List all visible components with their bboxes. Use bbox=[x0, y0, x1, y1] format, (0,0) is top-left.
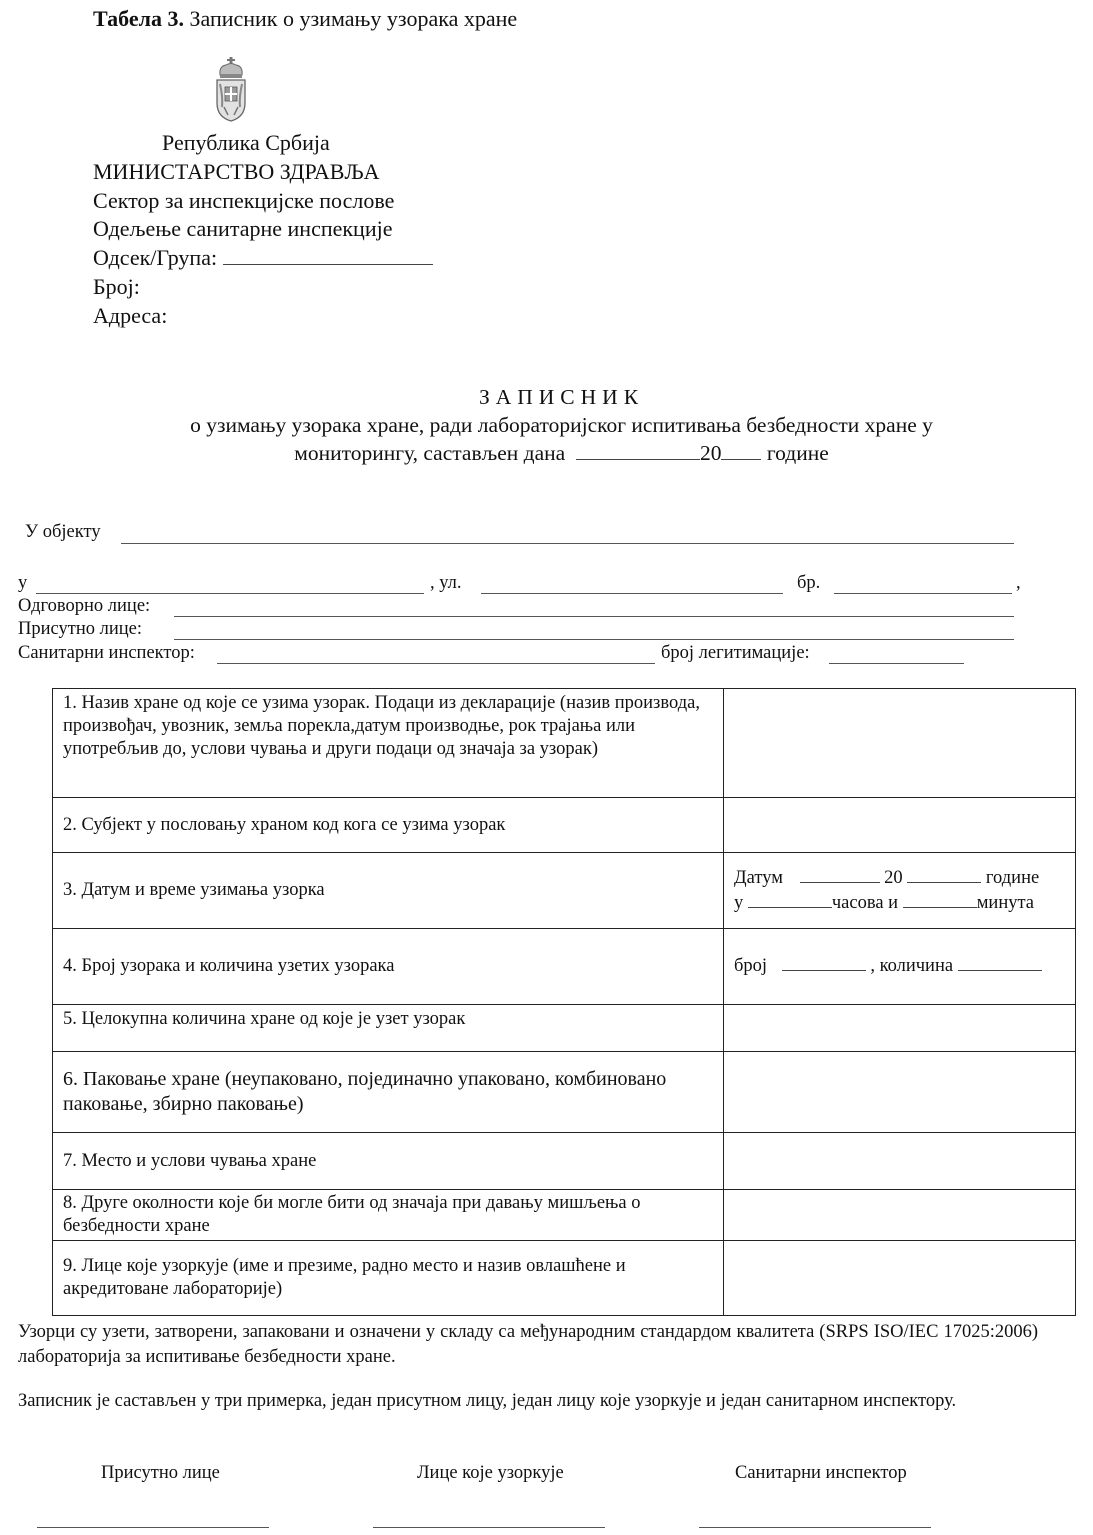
signature-label-present-person: Присутно лице bbox=[101, 1463, 220, 1483]
row-answer-field[interactable] bbox=[724, 1241, 1076, 1316]
facility-field[interactable] bbox=[121, 543, 1014, 544]
row-answer-field[interactable] bbox=[724, 1052, 1076, 1133]
signature-line-inspector[interactable] bbox=[699, 1527, 931, 1528]
table-row bbox=[53, 853, 1076, 929]
house-number-label: бр. bbox=[797, 573, 821, 593]
quantity-label: , количина bbox=[870, 956, 954, 976]
signature-line-sampler[interactable] bbox=[373, 1527, 605, 1528]
subtitle-year-prefix: 20 bbox=[699, 441, 722, 465]
table-row bbox=[53, 798, 1076, 853]
table-caption bbox=[93, 6, 517, 32]
address-label: Адреса: bbox=[93, 303, 168, 328]
hours-field[interactable] bbox=[748, 906, 832, 908]
count-answer-cell bbox=[724, 929, 1076, 1005]
sanitary-inspector-field[interactable] bbox=[217, 663, 655, 664]
date-year-field[interactable] bbox=[907, 881, 981, 883]
row-question: 1. Назив хране од које се узима узорак. Подаци из декларације (назив производа, произвођач, увозник, земља порекла,датум производње, рок трајања или употребљив до, услови чувања и други подаци од значаја за узорак) bbox=[53, 689, 724, 798]
house-number-field[interactable] bbox=[834, 593, 1012, 594]
row-question: 3. Датум и време узимања узорка bbox=[53, 853, 724, 929]
signature-label-sampler: Лице које узоркује bbox=[417, 1463, 564, 1483]
table-row bbox=[53, 929, 1076, 1005]
row-question: 9. Лице које узоркује (име и презиме, радно место и назив овлашћене и акредитоване лабораторије) bbox=[53, 1241, 724, 1316]
department-name: Одељење санитарне инспекције bbox=[93, 216, 393, 241]
row-question: 8. Друге околности које би могле бити од значаја при давању мишљења о безбедности хране bbox=[53, 1190, 724, 1241]
section-group-field[interactable] bbox=[223, 263, 433, 265]
present-person-label: Присутно лице: bbox=[18, 619, 142, 639]
ministry-name: МИНИСТАРСТВО ЗДРАВЉА bbox=[93, 159, 380, 184]
trailing-comma: , bbox=[1016, 573, 1021, 593]
subtitle-suffix: године bbox=[766, 441, 829, 465]
standard-note: Узорци су узети, затворени, запаковани и означени у складу са међународним стандардом квалитета (SRPS ISO/IEC 17025:2006) лабораторија за испитивање безбедности хране. bbox=[18, 1322, 1038, 1367]
row-answer-field[interactable] bbox=[724, 1133, 1076, 1190]
responsible-person-field[interactable] bbox=[174, 616, 1014, 617]
sanitary-inspector-label: Санитарни инспектор: bbox=[18, 643, 195, 663]
sector-name: Сектор за инспекцијске послове bbox=[93, 188, 395, 213]
caption-label: Табела 3. bbox=[93, 6, 184, 31]
date-day-month-field[interactable] bbox=[800, 881, 880, 883]
date-label: Датум bbox=[734, 867, 783, 888]
minutes-field[interactable] bbox=[903, 906, 977, 908]
compiled-date-field[interactable] bbox=[576, 458, 700, 460]
table-row bbox=[53, 1190, 1076, 1241]
time-prefix: у bbox=[734, 892, 744, 913]
quantity-field[interactable] bbox=[958, 969, 1042, 971]
signature-label-inspector: Санитарни инспектор bbox=[735, 1463, 907, 1483]
row-question: 2. Субјект у пословању храном код кога се узима узорак bbox=[53, 798, 724, 853]
row-question: 4. Број узорака и количина узетих узорака bbox=[53, 929, 724, 1005]
table-row bbox=[53, 689, 1076, 798]
id-number-field[interactable] bbox=[829, 663, 964, 664]
facility-label: У објекту bbox=[25, 522, 101, 542]
date-year-prefix: 20 bbox=[884, 867, 903, 888]
caption-text: Записник о узимању узорака хране bbox=[183, 6, 518, 31]
compiled-year-field[interactable] bbox=[721, 458, 761, 460]
table-row bbox=[53, 1005, 1076, 1052]
row-answer-field[interactable] bbox=[724, 1005, 1076, 1052]
street-field[interactable] bbox=[481, 593, 783, 594]
date-year-suffix: године bbox=[985, 867, 1040, 888]
street-label: , ул. bbox=[430, 573, 462, 593]
row-question: 6. Паковање хране (неупаковано, појединачно упаковано, комбиновано паковање, збирно паковање) bbox=[53, 1052, 724, 1133]
sample-record-table bbox=[52, 688, 1076, 1316]
row-question: 5. Целокупна количина хране од које је узет узорак bbox=[53, 1005, 724, 1052]
table-row bbox=[53, 1133, 1076, 1190]
hours-label: часова и bbox=[831, 892, 899, 913]
table-row bbox=[53, 1052, 1076, 1133]
country-name: Република Србија bbox=[162, 130, 330, 155]
copies-note: Записник је састављен у три примерка, један присутном лицу, један лицу које узоркује и један санитарном инспектору. bbox=[18, 1391, 957, 1411]
row-answer-field[interactable] bbox=[724, 689, 1076, 798]
document-subtitle-line2 bbox=[90, 439, 1033, 467]
place-label: у bbox=[18, 573, 28, 593]
document-title: ЗАПИСНИК bbox=[478, 385, 645, 409]
number-label: Број: bbox=[93, 274, 140, 299]
table-row bbox=[53, 1241, 1076, 1316]
datetime-answer-cell bbox=[724, 853, 1076, 929]
section-group-label: Одсек/Група: bbox=[93, 245, 218, 270]
document-title-block bbox=[90, 383, 1033, 467]
document-subtitle-line1: о узимању узорака хране, ради лабораторијског испитивања безбедности хране у bbox=[190, 413, 933, 437]
signature-line-present-person[interactable] bbox=[37, 1527, 269, 1528]
row-answer-field[interactable] bbox=[724, 1190, 1076, 1241]
present-person-field[interactable] bbox=[174, 639, 1014, 640]
subtitle-prefix: мониторингу, састављен дана bbox=[294, 441, 566, 465]
row-answer-field[interactable] bbox=[724, 798, 1076, 853]
section-group-row bbox=[93, 243, 433, 272]
count-label: број bbox=[734, 956, 768, 976]
row-question: 7. Место и услови чувања хране bbox=[53, 1133, 724, 1190]
responsible-person-label: Одговорно лице: bbox=[18, 596, 151, 616]
serbian-coat-of-arms-icon bbox=[214, 57, 248, 123]
count-field[interactable] bbox=[782, 969, 866, 971]
minutes-label: минута bbox=[976, 892, 1034, 913]
id-number-label: број легитимације: bbox=[661, 643, 810, 663]
place-field[interactable] bbox=[36, 593, 424, 594]
